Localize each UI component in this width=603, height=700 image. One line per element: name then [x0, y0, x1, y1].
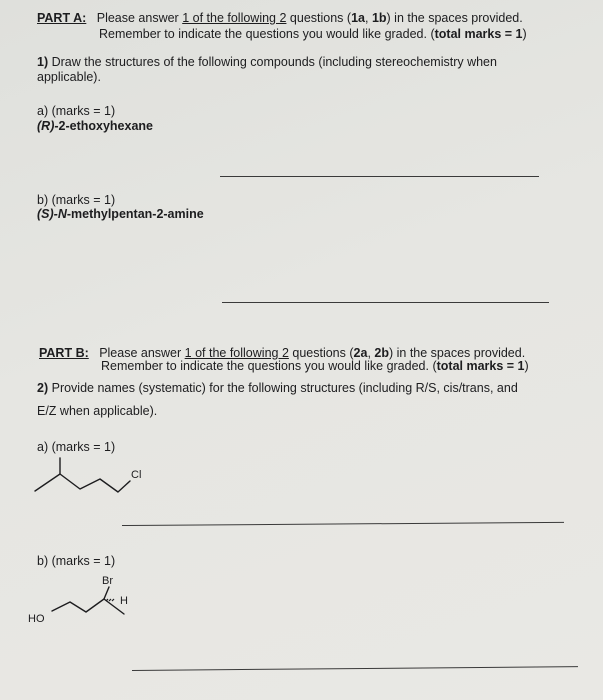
q1b-marks: b) (marks = 1): [37, 193, 116, 207]
part-b-reminder: Remember to indicate the questions you would like graded. (total marks = 1): [101, 359, 529, 373]
part-b-label: PART B:: [39, 346, 89, 360]
q2a-marks: a) (marks = 1): [37, 440, 116, 454]
q2b-bromine-label: Br: [102, 575, 113, 587]
q1a-compound: (R)-2-ethoxyhexane: [37, 119, 154, 133]
q2-instruction: 2) Provide names (systematic) for the following structures (including R/S, cis/trans, and: [37, 381, 518, 395]
part-a-total-marks: total marks = 1: [434, 27, 523, 41]
part-a-intro: PART A: Please answer 1 of the following 2 questions (1a, 1b) in the spaces provided.: [37, 11, 523, 25]
part-b-total-marks: total marks = 1: [436, 359, 525, 373]
q1a-marks: a) (marks = 1): [37, 104, 116, 118]
q2a-chlorine-label: Cl: [131, 469, 142, 481]
part-a-reminder: Remember to indicate the questions you would like graded. (total marks = 1): [99, 27, 527, 41]
q1-instruction-cont: applicable).: [37, 70, 101, 84]
q2b-marks: b) (marks = 1): [37, 554, 116, 568]
part-a-underlined: 1 of the following 2: [182, 11, 287, 25]
q2b-hydrogen-label: H: [120, 595, 128, 607]
part-b-underlined: 1 of the following 2: [184, 346, 289, 360]
part-a-label: PART A:: [37, 11, 87, 25]
q2-instruction-cont: E/Z when applicable).: [37, 404, 158, 418]
q1b-compound: (S)-N-methylpentan-2-amine: [37, 207, 204, 221]
q2b-hydroxyl-label: HO: [28, 613, 45, 625]
part-b-intro: PART B: Please answer 1 of the following 2 questions (2a, 2b) in the spaces provided.: [39, 346, 526, 360]
q1-instruction: 1) Draw the structures of the following compounds (including stereochemistry when: [37, 55, 497, 69]
